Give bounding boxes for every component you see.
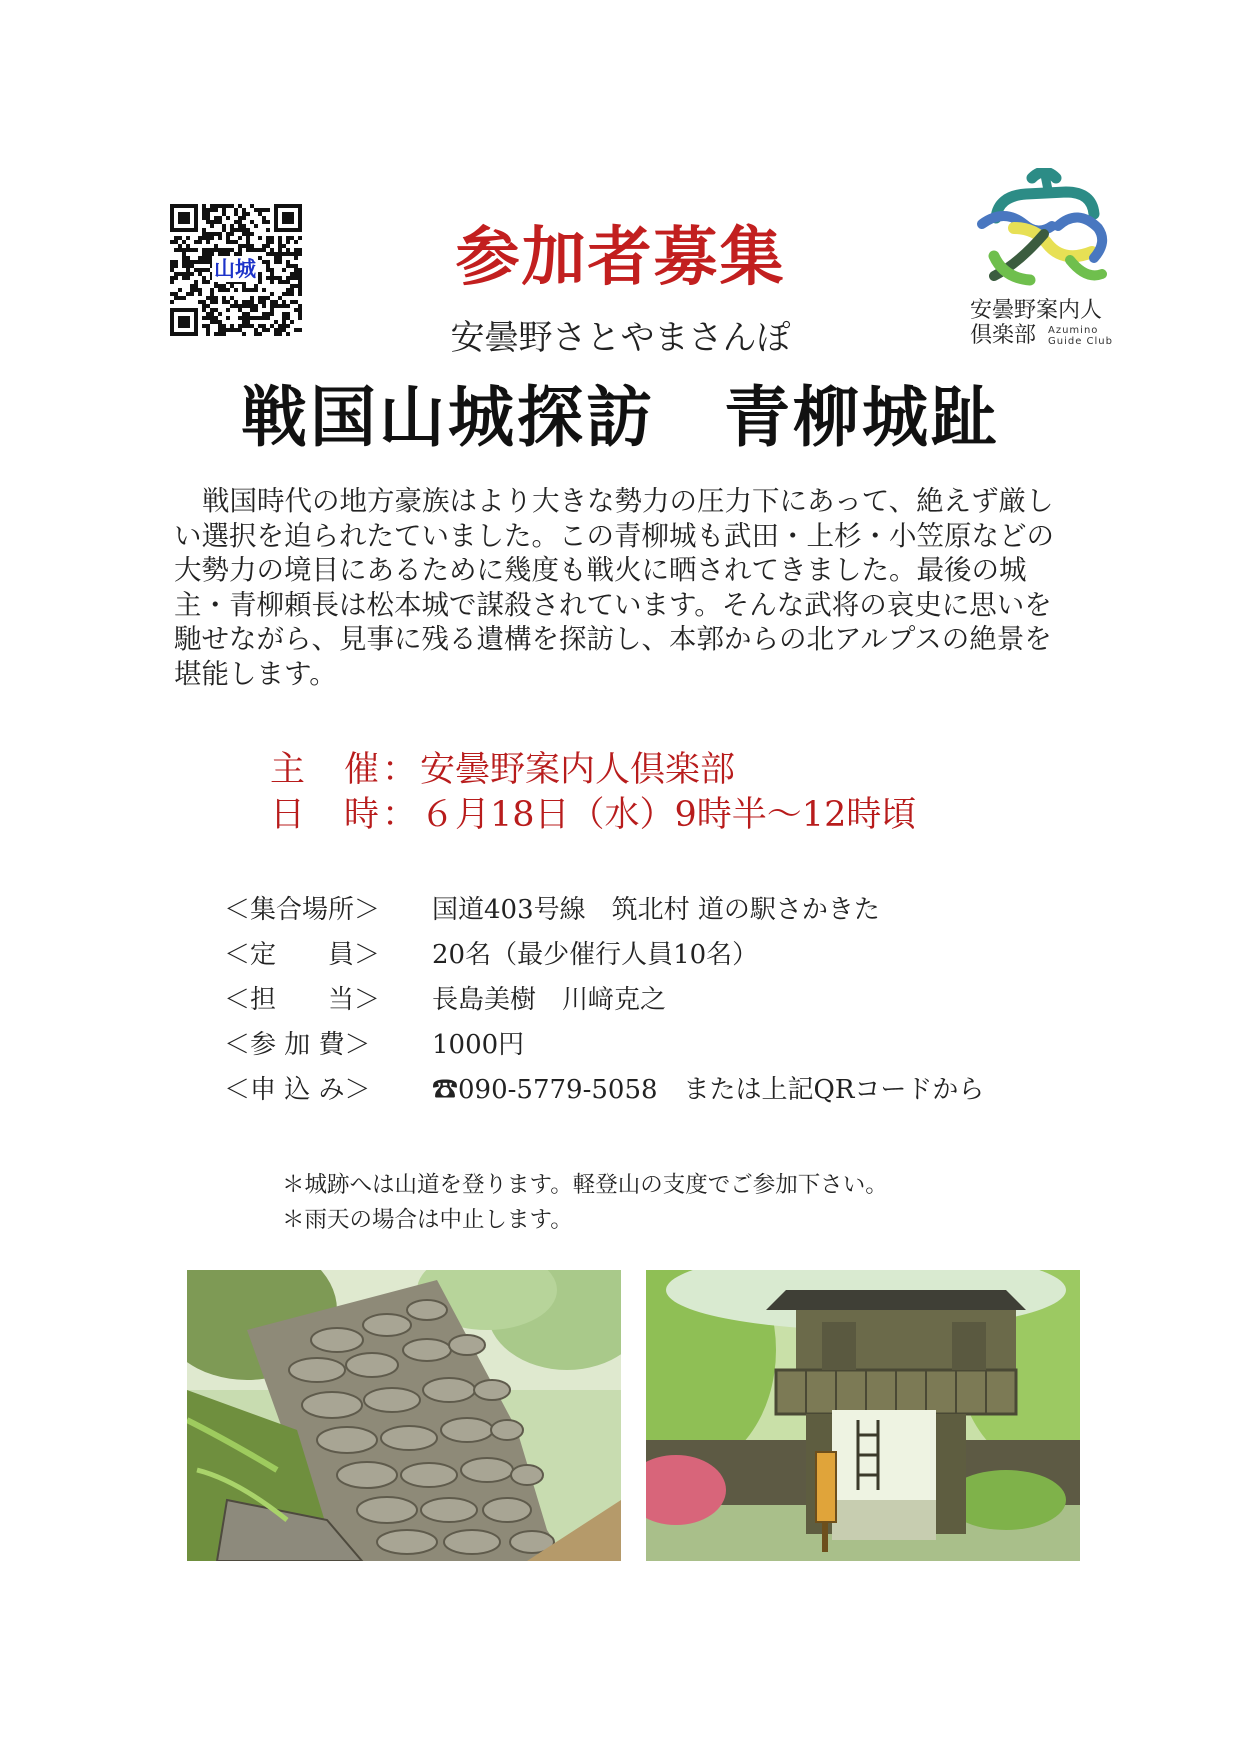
detail-row-fee (224, 1023, 984, 1068)
stone-wall-image (187, 1270, 621, 1561)
capacity-value: 20名（最少催行人員10名） (432, 940, 759, 970)
note-rain: ＊雨天の場合は中止します。 (282, 1207, 573, 1233)
host-value: 安曇野案内人倶楽部 (420, 750, 736, 790)
club-name-english-line2: Guide Club (1048, 336, 1113, 347)
host-colon: ： (382, 750, 418, 790)
club-name-line1: 安曇野案内人 (970, 298, 1103, 323)
note-mountain-path: ＊城跡へは山道を登ります。軽登山の支度でご参加下さい。 (282, 1172, 888, 1198)
key-info (270, 748, 916, 838)
event-title: 戦国山城探訪 青柳城趾 (241, 379, 1000, 456)
meeting-place-label: ＜集合場所＞ (224, 895, 381, 925)
date-label: 日 時 (270, 795, 382, 835)
detail-row-meeting-place (224, 888, 984, 933)
qr-label: 山城 (214, 257, 256, 281)
club-name-line2: 倶楽部 (970, 323, 1037, 348)
fee-value: 1000円 (432, 1030, 525, 1060)
club-name-english-line1: Azumino (1048, 325, 1099, 336)
staff-value: 長島美樹 川﨑克之 (432, 985, 667, 1015)
event-details (224, 888, 984, 1113)
host-label: 主 催 (270, 750, 382, 790)
detail-row-capacity (224, 933, 984, 978)
recruit-title: 参加者募集 (455, 221, 786, 295)
capacity-label: ＜定 員＞ (224, 940, 381, 970)
fee-label: ＜参 加 費＞ (224, 1030, 371, 1060)
detail-row-staff (224, 978, 984, 1023)
gate-tower-image (646, 1270, 1080, 1561)
detail-row-application (224, 1068, 984, 1113)
gate-tower-photo (646, 1270, 1080, 1561)
staff-label: ＜担 当＞ (224, 985, 381, 1015)
event-description: 戦国時代の地方豪族はより大きな勢力の圧力下にあって、絶えず厳しい選択を迫られたていました。この青柳城も武田・上杉・小笠原などの大勢力の境目にあるために幾度も戦火に晒されてきました。最後の城主・青柳頼長は松本城で謀殺されています。そんな武将の哀史に思いを馳せながら、見事に残る遺構を探訪し、本郭からの北アルプスの絶景を堪能します。 (174, 485, 1054, 690)
application-label: ＜申 込 み＞ (224, 1075, 371, 1105)
meeting-place-value: 国道403号線 筑北村 道の駅さかきた (432, 895, 880, 925)
date-row (270, 793, 916, 838)
application-value[interactable]: ☎090-5779-5058 または上記QRコードから (432, 1075, 985, 1105)
stone-wall-photo (187, 1270, 621, 1561)
date-colon: ： (382, 795, 418, 835)
series-subtitle: 安曇野さとやまさんぽ (450, 318, 791, 358)
host-row (270, 748, 916, 793)
notes (282, 1168, 888, 1238)
date-value: ６月18日（水）9時半～12時頃 (420, 795, 917, 835)
